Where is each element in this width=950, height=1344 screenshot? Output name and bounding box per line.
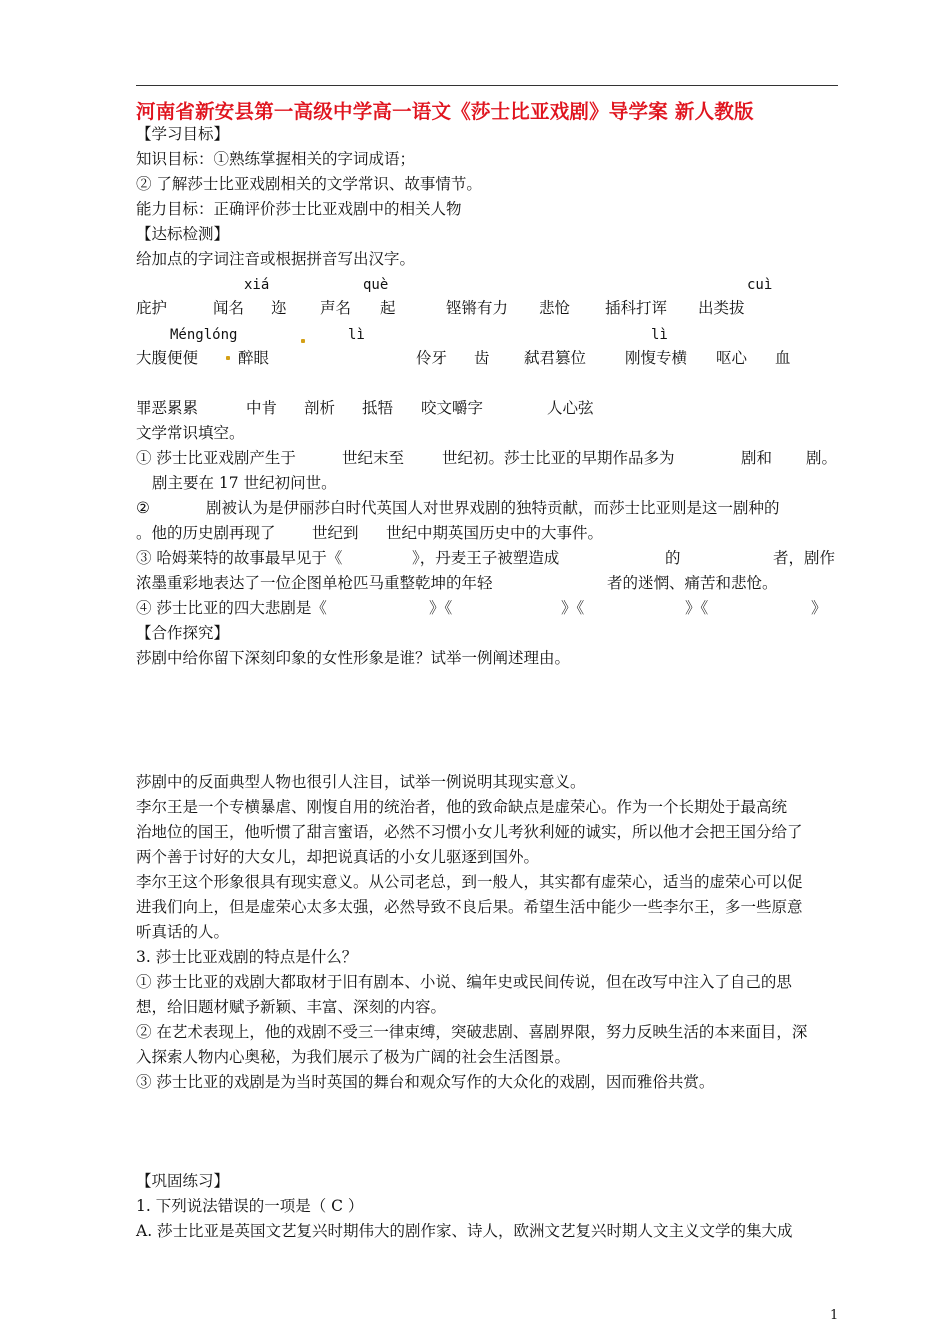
paragraph-line: 入探索人物内心奥秘，为我们展示了极为广阔的社会生活图景。 [136, 1048, 571, 1066]
lit-item-3-cont: 者的迷惘、痛苦和悲怆。 [607, 574, 778, 592]
lit-item-2-cont: 世纪中期英国历史中的大事件。 [386, 524, 604, 542]
word: 庇护 [136, 299, 168, 317]
lit-item-3: 的 [665, 549, 681, 567]
word: 起 [380, 299, 396, 317]
lit-item-2-cont: 。他的历史剧再现了 [136, 524, 276, 542]
section-goals: 【学习目标】 [136, 125, 230, 143]
word: 齿 [474, 349, 490, 367]
lit-item-2: ② [136, 499, 150, 517]
word: 大腹便便 [136, 349, 199, 367]
emphasis-dot [301, 339, 305, 343]
word: 插科打诨 [605, 299, 668, 317]
word: 铿锵有力 [446, 299, 509, 317]
word: 呕心 [716, 349, 748, 367]
paragraph-line: ③ 莎士比亚的戏剧是为当时英国的舞台和观众写作的大众化的戏剧，因而雅俗共赏。 [136, 1073, 715, 1091]
lit-item-4: ④ 莎士比亚的四大悲剧是《 [136, 599, 327, 617]
emphasis-dot [226, 356, 230, 360]
lit-item-1: 世纪末至 [342, 449, 405, 467]
test-instruction: 给加点的字词注音或根据拼音写出汉字。 [136, 250, 416, 268]
word: 罪恶累累 [136, 399, 199, 417]
goal-ability: 能力目标：正确评价莎士比亚戏剧中的相关人物 [136, 200, 462, 218]
lit-item-1-cont: 剧主要在 17 世纪初问世。 [152, 474, 337, 492]
pinyin-li: lì [651, 327, 668, 343]
question-3: 3. 莎士比亚戏剧的特点是什么？ [136, 948, 358, 966]
word: 咬文嚼字 [421, 399, 484, 417]
page-title: 河南省新安县第一高级中学高一语文《莎士比亚戏剧》导学案 新人教版 [136, 100, 754, 123]
coop-question-1: 莎剧中给你留下深刻印象的女性形象是谁？试举一例阐述理由。 [136, 649, 571, 667]
lit-item-3: ③ 哈姆莱特的故事最早见于《 [136, 549, 343, 567]
word: 迩 [271, 299, 287, 317]
lit-item-3: 》，丹麦王子被塑造成 [412, 549, 560, 567]
lit-item-4: 》 [811, 599, 827, 617]
header-rule [136, 85, 838, 86]
goal-knowledge: 知识目标：①熟练掌握相关的字词成语； [136, 150, 416, 168]
word: 弑君篡位 [524, 349, 587, 367]
lit-item-1: 剧。 [806, 449, 838, 467]
paragraph-line: ① 莎士比亚的戏剧大都取材于旧有剧本、小说、编年史或民间传说，但在改写中注入了自己的思 [136, 973, 792, 991]
section-cooperation: 【合作探究】 [136, 624, 230, 642]
paragraph-line: 想，给旧题材赋予新颖、丰富、深刻的内容。 [136, 998, 447, 1016]
pinyin-xia: xiá [244, 277, 270, 293]
word: 抵牾 [362, 399, 394, 417]
lit-item-3: 者，剧作 [773, 549, 836, 567]
lit-item-2-cont: 世纪到 [312, 524, 359, 542]
lit-item-3-cont: 浓墨重彩地表达了一位企图单枪匹马重整乾坤的年轻 [136, 574, 493, 592]
paragraph-line: 两个善于讨好的大女儿，却把说真话的小女儿驱逐到国外。 [136, 848, 540, 866]
lit-item-1: 世纪初。莎士比亚的早期作品多为 [442, 449, 675, 467]
pinyin-li: lì [348, 327, 365, 343]
paragraph-line: ② 在艺术表现上，他的戏剧不受三一律束缚，突破悲剧、喜剧界限，努力反映生活的本来面目，深 [136, 1023, 808, 1041]
pinyin-cui: cuì [747, 277, 773, 293]
word: 血 [775, 349, 791, 367]
word: 声名 [320, 299, 352, 317]
word: 伶牙 [416, 349, 448, 367]
paragraph-line: 李尔王这个形象很具有现实意义。从公司老总，到一般人，其实都有虚荣心，适当的虚荣心可以促 [136, 873, 803, 891]
section-practice: 【巩固练习】 [136, 1172, 230, 1190]
practice-option-a: A. 莎士比亚是英国文艺复兴时期伟大的剧作家、诗人，欧洲文艺复兴时期人文主义文学的集大成 [136, 1222, 793, 1240]
word: 醉眼 [238, 349, 270, 367]
page-number: 1 [830, 1308, 839, 1323]
word: 人心弦 [547, 399, 594, 417]
paragraph-line: 李尔王是一个专横暴虐、刚愎自用的统治者，他的致命缺点是虚荣心。作为一个长期处于最高统 [136, 798, 788, 816]
literature-instruction: 文学常识填空。 [136, 424, 245, 442]
lit-item-1: 剧和 [741, 449, 773, 467]
pinyin-que: què [363, 277, 389, 293]
section-test: 【达标检测】 [136, 225, 230, 243]
lit-item-1: ① 莎士比亚戏剧产生于 [136, 449, 296, 467]
word: 悲怆 [539, 299, 571, 317]
word: 出类拔 [698, 299, 745, 317]
goal-knowledge-2: ② 了解莎士比亚戏剧相关的文学常识、故事情节。 [136, 175, 482, 193]
lit-item-2: 剧被认为是伊丽莎白时代英国人对世界戏剧的独特贡献，而莎士比亚则是这一剧种的 [206, 499, 780, 517]
word: 闻名 [213, 299, 245, 317]
practice-question-1: 1. 下列说法错误的一项是（ C ） [136, 1197, 364, 1215]
word: 刚愎专横 [625, 349, 688, 367]
paragraph-line: 治地位的国王，他听惯了甜言蜜语，必然不习惯小女儿考狄利娅的诚实，所以他才会把王国分给了 [136, 823, 803, 841]
paragraph-line: 进我们向上，但是虚荣心太多太强，必然导致不良后果。希望生活中能少一些李尔王，多一些原意 [136, 898, 803, 916]
coop-question-2: 莎剧中的反面典型人物也很引人注目，试举一例说明其现实意义。 [136, 773, 586, 791]
pinyin-menglong: Ménglóng [170, 327, 238, 343]
lit-item-4: 》《 [561, 599, 585, 617]
lit-item-4: 》《 [429, 599, 453, 617]
word: 剖析 [304, 399, 336, 417]
lit-item-4: 》《 [685, 599, 709, 617]
word: 中肯 [246, 399, 278, 417]
paragraph-line: 听真话的人。 [136, 923, 230, 941]
